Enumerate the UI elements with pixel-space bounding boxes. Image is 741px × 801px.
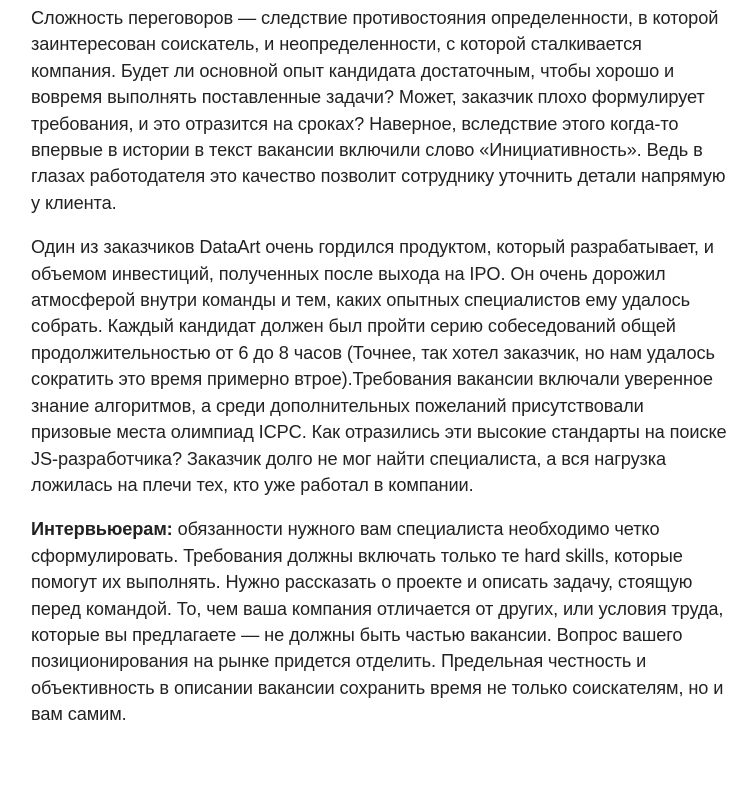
paragraph-text: обязанности нужного вам специалиста необходимо четко сформулировать. Требования должны включать только те hard skills, которые помогут их выполнять. Нужно рассказать о проекте и описать задачу, стоящую перед командой. То, чем ваша компания отличается от других, или условия труда, которые вы предлагаете — не должны быть частью вакансии. Вопрос вашего позиционирования на рынке придется отделить. Предельная честность и объективность в описании вакансии сохранить время не только соискателям, но и вам самим.	[31, 519, 724, 725]
paragraph-text: Сложность переговоров — следствие противостояния определенности, в которой заинтересован соискатель, и неопределенности, с которой сталкивается компания. Будет ли основной опыт кандидата достаточным, чтобы хорошо и вовремя выполнять поставленные задачи? Может, заказчик плохо формулирует требования, и это отразится на сроках? Наверное, вследствие этого когда-то впервые в истории в текст вакансии включили слово «Инициативность». Ведь в глазах работодателя это качество позволит сотруднику уточнить детали напрямую у клиента.	[31, 8, 726, 213]
paragraph-interviewer-advice	[31, 516, 729, 727]
paragraph-text: Один из заказчиков DataArt очень гордился продуктом, который разрабатывает, и объемом инвестиций, полученных после выхода на IPO. Он очень дорожил атмосферой внутри команды и тем, каких опытных специалистов ему удалось собрать. Каждый кандидат должен был пройти серию собеседований общей продолжительностью от 6 до 8 часов (Точнее, так хотел заказчик, но нам удалось сократить это время примерно втрое).Требования вакансии включали уверенное знание алгоритмов, а среди дополнительных пожеланий присутствовали призовые места олимпиад ICPC. Как отразились эти высокие стандарты на поиске JS-разработчика? Заказчик долго не мог найти специалиста, а вся нагрузка ложилась на плечи тех, кто уже работал в компании.	[31, 237, 727, 495]
paragraph-lead: Интервьюерам:	[31, 519, 173, 540]
paragraph-negotiation-complexity	[31, 5, 729, 216]
paragraph-dataart-case	[31, 234, 729, 498]
